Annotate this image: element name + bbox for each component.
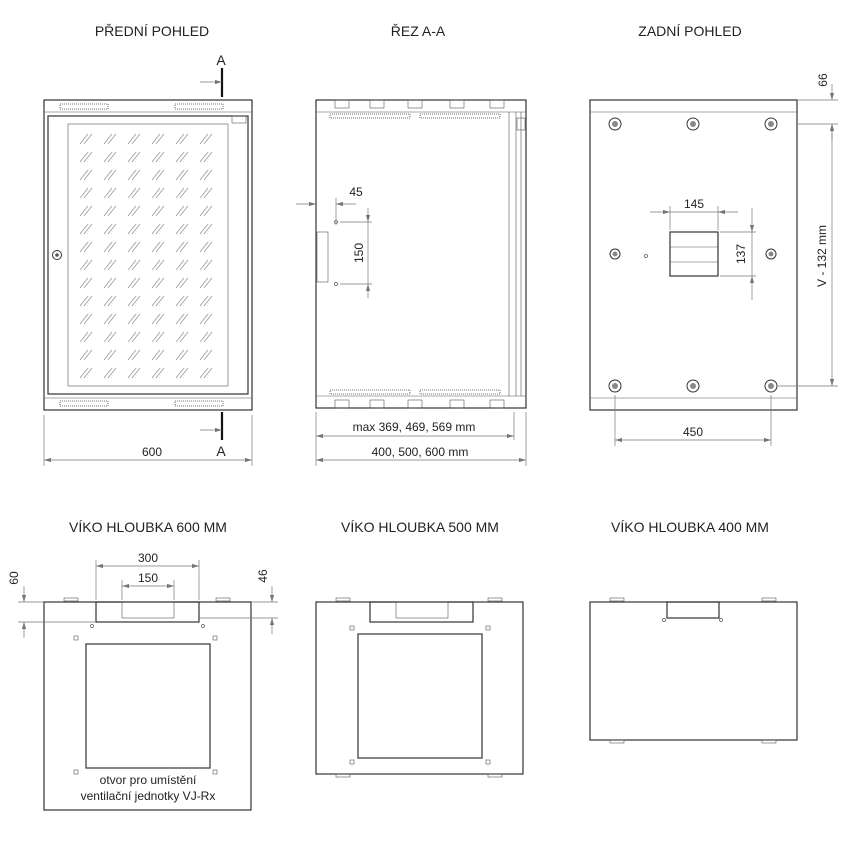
hatch-stroke <box>84 296 92 306</box>
hatch-stroke <box>156 296 164 306</box>
hatch-stroke <box>152 260 160 270</box>
hatch-stroke <box>128 134 136 144</box>
hatch-stroke <box>104 296 112 306</box>
logo-plate <box>232 116 246 123</box>
hatch-stroke <box>156 314 164 324</box>
lid-400-cutout <box>667 602 719 618</box>
hatch-stroke <box>108 350 116 360</box>
hatch-stroke <box>80 350 88 360</box>
hatch-stroke <box>104 332 112 342</box>
hatch-stroke <box>128 278 136 288</box>
hatch-stroke <box>128 206 136 216</box>
hatch-stroke <box>176 242 184 252</box>
hatch-stroke <box>156 134 164 144</box>
hatch-stroke <box>108 260 116 270</box>
hatch-stroke <box>84 314 92 324</box>
rear-view <box>590 73 838 446</box>
section-mark-bottom: A <box>216 443 226 459</box>
hatch-stroke <box>104 134 112 144</box>
rear-height-label: V - 132 mm <box>815 224 830 288</box>
lid-600-title: VÍKO HLOUBKA 600 MM <box>69 519 227 535</box>
hatch-stroke <box>180 332 188 342</box>
hatch-stroke <box>104 206 112 216</box>
hatch-stroke <box>180 368 188 378</box>
hatch-stroke <box>80 134 88 144</box>
hatch-stroke <box>80 170 88 180</box>
rear-top-offset-label: 66 <box>816 73 831 87</box>
hatch-stroke <box>104 188 112 198</box>
hatch-stroke <box>84 350 92 360</box>
lid-400-title: VÍKO HLOUBKA 400 MM <box>611 519 769 535</box>
hatch-stroke <box>108 296 116 306</box>
hatch-stroke <box>108 332 116 342</box>
hatch-stroke <box>156 206 164 216</box>
hatch-stroke <box>200 368 208 378</box>
hatch-stroke <box>80 152 88 162</box>
hatch-stroke <box>204 152 212 162</box>
rear-view-title: ZADNÍ POHLED <box>638 23 742 39</box>
hatch-stroke <box>128 260 136 270</box>
hatch-stroke <box>180 206 188 216</box>
front-view-title: PŘEDNÍ POHLED <box>94 23 210 39</box>
hatch-stroke <box>132 242 140 252</box>
hatch-stroke <box>104 260 112 270</box>
hatch-stroke <box>80 224 88 234</box>
hatch-stroke <box>80 260 88 270</box>
hatch-stroke <box>156 188 164 198</box>
hatch-stroke <box>128 314 136 324</box>
hatch-stroke <box>176 188 184 198</box>
hatch-stroke <box>176 152 184 162</box>
hatch-stroke <box>128 350 136 360</box>
hatch-stroke <box>108 224 116 234</box>
lid-right-offset-label: 46 <box>256 569 271 583</box>
rear-panel-width-label: 145 <box>683 197 705 211</box>
hatch-stroke <box>204 134 212 144</box>
hatch-stroke <box>152 134 160 144</box>
hatch-stroke <box>204 368 212 378</box>
lid-outer-width-label: 300 <box>137 551 159 565</box>
section-outline <box>316 100 526 408</box>
hatch-stroke <box>156 350 164 360</box>
hatch-stroke <box>180 242 188 252</box>
hatch-stroke <box>132 170 140 180</box>
hatch-stroke <box>152 368 160 378</box>
hatch-stroke <box>128 296 136 306</box>
wall-bracket <box>317 232 328 282</box>
hatch-stroke <box>152 188 160 198</box>
hatch-stroke <box>156 242 164 252</box>
section-view <box>296 100 526 466</box>
hatch-stroke <box>152 224 160 234</box>
front-view <box>44 52 252 466</box>
hatch-stroke <box>200 332 208 342</box>
hatch-stroke <box>152 152 160 162</box>
hatch-stroke <box>204 260 212 270</box>
hatch-stroke <box>156 278 164 288</box>
hatch-stroke <box>180 188 188 198</box>
lid-500-outline <box>316 602 523 774</box>
hatch-stroke <box>176 332 184 342</box>
lid-500-cutout-inner <box>396 602 448 618</box>
lid-600-cutout-outer <box>96 602 199 622</box>
hatch-stroke <box>180 170 188 180</box>
hatch-stroke <box>176 368 184 378</box>
hatch-stroke <box>200 296 208 306</box>
lid-left-offset-label: 60 <box>7 571 22 585</box>
hatch-stroke <box>128 152 136 162</box>
hatch-stroke <box>200 134 208 144</box>
hatch-stroke <box>200 188 208 198</box>
hatch-stroke <box>104 242 112 252</box>
hatch-stroke <box>84 260 92 270</box>
hatch-stroke <box>152 206 160 216</box>
hatch-stroke <box>156 260 164 270</box>
hatch-stroke <box>132 188 140 198</box>
hatch-stroke <box>108 242 116 252</box>
hatch-stroke <box>156 332 164 342</box>
hatch-stroke <box>204 170 212 180</box>
hatch-stroke <box>80 242 88 252</box>
hatch-stroke <box>84 206 92 216</box>
hatch-stroke <box>152 278 160 288</box>
hatch-stroke <box>176 350 184 360</box>
hatch-stroke <box>176 134 184 144</box>
hatch-stroke <box>204 278 212 288</box>
hatch-stroke <box>156 368 164 378</box>
hatch-stroke <box>200 350 208 360</box>
cable-panel <box>670 232 718 276</box>
lid-500-vent-opening <box>358 634 482 758</box>
hatch-stroke <box>176 170 184 180</box>
front-door <box>48 116 248 394</box>
lid-note-line2: ventilační jednotky VJ-Rx <box>80 789 216 803</box>
hatch-stroke <box>108 206 116 216</box>
hatch-stroke <box>104 350 112 360</box>
glass-panel <box>68 124 228 386</box>
hatch-stroke <box>204 242 212 252</box>
hatch-stroke <box>176 314 184 324</box>
hatch-stroke <box>132 350 140 360</box>
hatch-stroke <box>152 350 160 360</box>
hatch-stroke <box>204 296 212 306</box>
hatch-stroke <box>180 152 188 162</box>
hatch-stroke <box>180 260 188 270</box>
hatch-stroke <box>180 314 188 324</box>
hatch-stroke <box>132 134 140 144</box>
hatch-stroke <box>180 224 188 234</box>
hatch-stroke <box>108 278 116 288</box>
hatch-stroke <box>128 170 136 180</box>
hatch-stroke <box>128 188 136 198</box>
hatch-stroke <box>200 314 208 324</box>
hatch-stroke <box>132 152 140 162</box>
hatch-stroke <box>180 296 188 306</box>
hatch-stroke <box>84 170 92 180</box>
hatch-stroke <box>80 332 88 342</box>
lid-400-outline <box>590 602 797 740</box>
hatch-stroke <box>200 260 208 270</box>
hatch-stroke <box>200 278 208 288</box>
hatch-stroke <box>84 134 92 144</box>
hatch-stroke <box>108 170 116 180</box>
hatch-stroke <box>204 332 212 342</box>
hatch-stroke <box>104 170 112 180</box>
hatch-stroke <box>80 314 88 324</box>
section-view-title: ŘEZ A-A <box>390 23 446 39</box>
hatch-stroke <box>108 314 116 324</box>
glass-hatch-pattern <box>80 134 212 378</box>
hatch-stroke <box>152 170 160 180</box>
hatch-stroke <box>104 314 112 324</box>
hatch-stroke <box>156 224 164 234</box>
hatch-stroke <box>204 206 212 216</box>
hatch-stroke <box>104 224 112 234</box>
rear-panel-height-label: 137 <box>734 243 749 265</box>
hatch-stroke <box>84 368 92 378</box>
hatch-stroke <box>200 206 208 216</box>
section-mark-top: A <box>216 52 226 68</box>
hatch-stroke <box>156 170 164 180</box>
lid-500-view <box>316 598 523 777</box>
hatch-stroke <box>128 332 136 342</box>
hatch-stroke <box>84 224 92 234</box>
hatch-stroke <box>176 224 184 234</box>
hatch-stroke <box>128 224 136 234</box>
hatch-stroke <box>200 224 208 234</box>
hatch-stroke <box>180 350 188 360</box>
hatch-stroke <box>132 206 140 216</box>
hatch-stroke <box>104 152 112 162</box>
hatch-stroke <box>84 278 92 288</box>
lid-note-line1: otvor pro umístění <box>99 773 197 787</box>
section-depth-label: 400, 500, 600 mm <box>371 445 469 459</box>
lid-600-cutout-inner <box>122 602 174 618</box>
hatch-stroke <box>132 296 140 306</box>
lid-500-cutout-outer <box>370 602 473 622</box>
hatch-stroke <box>80 206 88 216</box>
hatch-stroke <box>80 296 88 306</box>
front-width-label: 600 <box>141 445 163 459</box>
hatch-stroke <box>200 152 208 162</box>
front-cabinet-outline <box>44 100 252 410</box>
hatch-stroke <box>152 242 160 252</box>
lid-inner-width-label: 150 <box>137 571 159 585</box>
section-inner-depth-label: max 369, 469, 569 mm <box>352 420 476 434</box>
hatch-stroke <box>204 224 212 234</box>
hatch-stroke <box>132 314 140 324</box>
lid-400-view <box>590 598 797 743</box>
hatch-stroke <box>84 242 92 252</box>
section-height-label: 150 <box>352 242 367 264</box>
hatch-stroke <box>84 188 92 198</box>
hatch-stroke <box>108 152 116 162</box>
hatch-stroke <box>204 314 212 324</box>
hatch-stroke <box>80 188 88 198</box>
hatch-stroke <box>200 170 208 180</box>
hatch-stroke <box>176 206 184 216</box>
hatch-stroke <box>180 134 188 144</box>
hatch-stroke <box>204 350 212 360</box>
hatch-stroke <box>156 152 164 162</box>
hatch-stroke <box>204 188 212 198</box>
lid-600-view <box>7 551 278 810</box>
hatch-stroke <box>104 368 112 378</box>
hatch-stroke <box>132 260 140 270</box>
hatch-stroke <box>108 188 116 198</box>
hatch-stroke <box>80 368 88 378</box>
hatch-stroke <box>128 242 136 252</box>
hatch-stroke <box>176 278 184 288</box>
lid-600-vent-opening <box>86 644 210 768</box>
hatch-stroke <box>132 224 140 234</box>
hatch-stroke <box>152 314 160 324</box>
hatch-stroke <box>180 278 188 288</box>
hatch-stroke <box>108 368 116 378</box>
rear-hole-spacing-label: 450 <box>682 425 704 439</box>
hatch-stroke <box>132 278 140 288</box>
hatch-stroke <box>200 242 208 252</box>
hatch-stroke <box>152 332 160 342</box>
hatch-stroke <box>104 278 112 288</box>
section-offset-label: 45 <box>349 185 363 199</box>
hatch-stroke <box>176 260 184 270</box>
hatch-stroke <box>176 296 184 306</box>
hatch-stroke <box>152 296 160 306</box>
hatch-stroke <box>84 152 92 162</box>
hatch-stroke <box>84 332 92 342</box>
hatch-stroke <box>108 134 116 144</box>
lid-500-title: VÍKO HLOUBKA 500 MM <box>341 519 499 535</box>
hatch-stroke <box>132 332 140 342</box>
hatch-stroke <box>128 368 136 378</box>
hatch-stroke <box>80 278 88 288</box>
hatch-stroke <box>132 368 140 378</box>
